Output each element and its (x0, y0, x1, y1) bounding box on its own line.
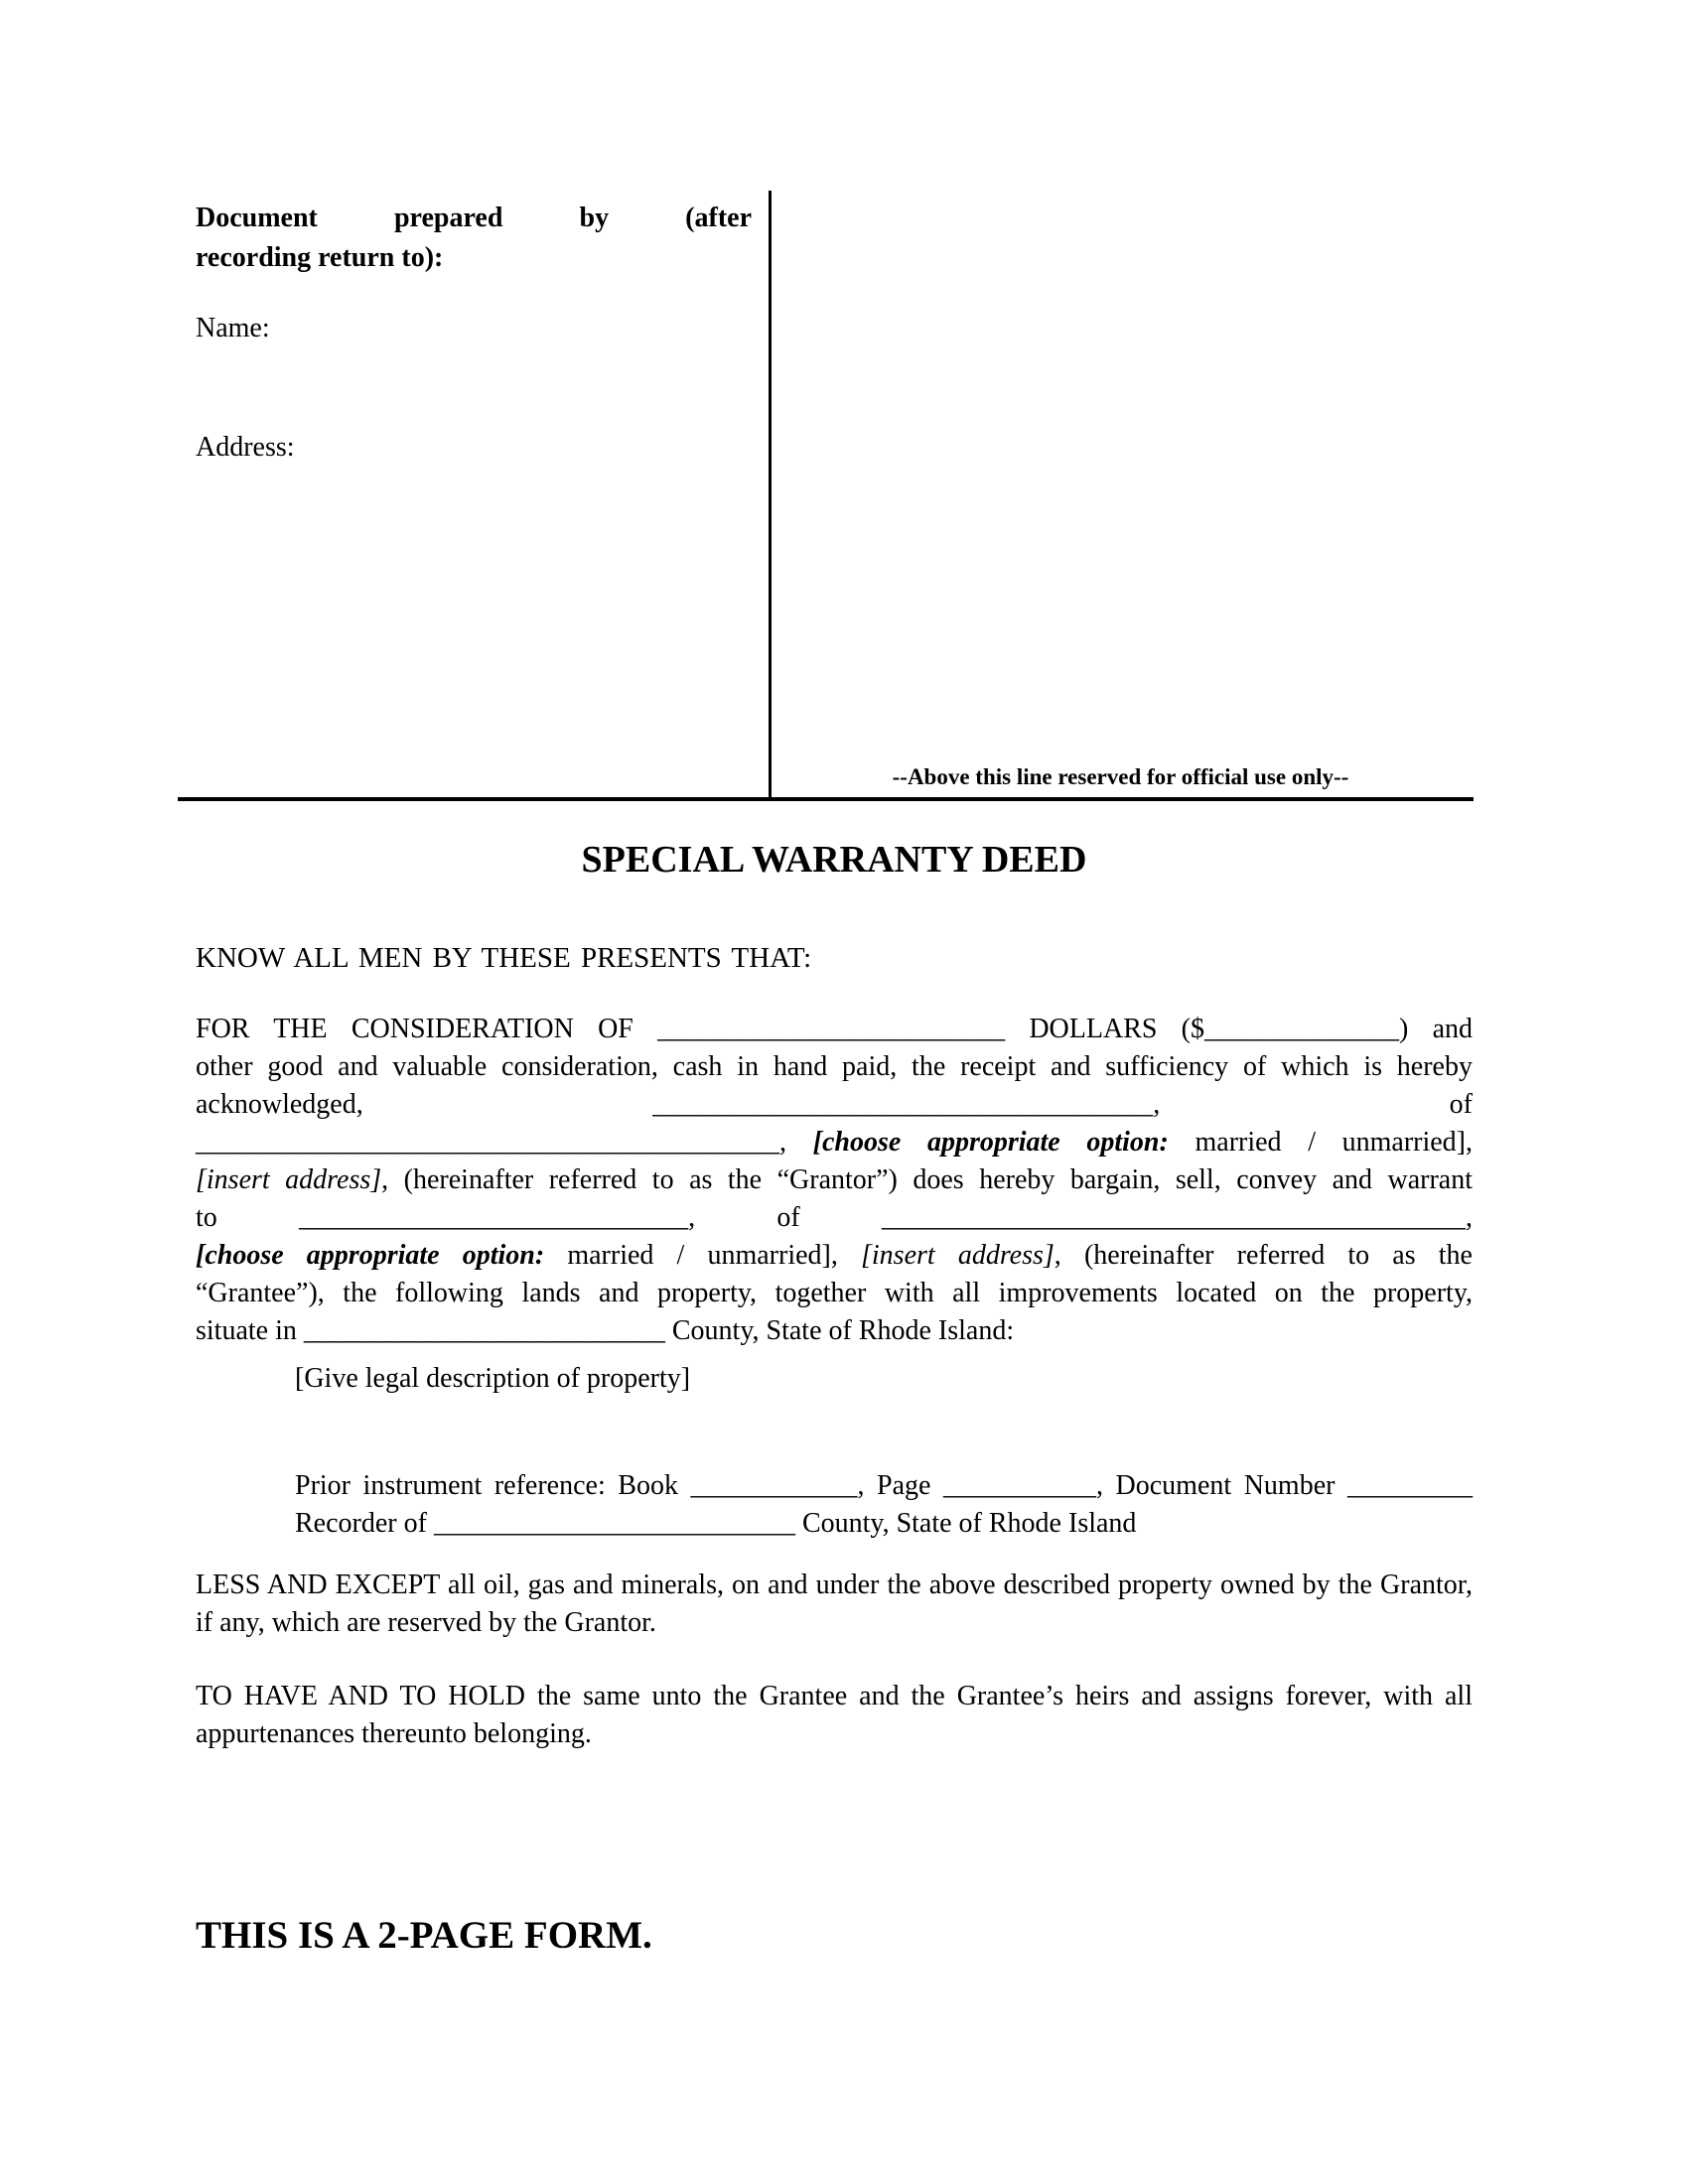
text-run: married / unmarried], (1168, 1127, 1474, 1158)
choose-option-note: [choose appropriate option: (196, 1240, 545, 1271)
text-run: , Document Number (1096, 1470, 1347, 1501)
text-run: situate in (196, 1315, 304, 1346)
insert-address-note: [insert address] (861, 1240, 1055, 1271)
fill-in-blank: __________________________________________ (196, 1127, 779, 1158)
paragraph-line (196, 1237, 1473, 1275)
text-run: DOLLARS ($ (1005, 1014, 1205, 1044)
text-run: , Page (857, 1470, 943, 1501)
text-run: Recorder of (295, 1508, 434, 1539)
text-run: County, State of Rhode Island (794, 1508, 1137, 1539)
insert-address-note: [insert address] (196, 1164, 382, 1195)
prior-instrument-reference (295, 1467, 1473, 1543)
less-and-except-clause: LESS AND EXCEPT all oil, gas and minerals, on and under the above described property owned by the Grantor, if any, which are reserved by the Grantor. (196, 1570, 1473, 1638)
consideration-paragraph (196, 1011, 1473, 1350)
fill-in-blank: _________ (1347, 1470, 1473, 1501)
fill-in-blank: _________________________ (657, 1014, 1006, 1044)
fill-in-blank: ___________ (943, 1470, 1096, 1501)
paragraph-line (196, 1124, 1473, 1161)
paragraph-line (196, 1275, 1473, 1312)
paragraph-line (295, 1467, 1473, 1505)
paragraph-line (196, 1312, 1473, 1350)
choose-option-note: [choose appropriate option: (812, 1127, 1169, 1158)
paragraph-line (196, 1048, 1473, 1086)
fill-in-blank: ____________ (690, 1470, 858, 1501)
paragraph-line (196, 1161, 1473, 1199)
text-run: “Grantee”), the following lands and property, together with all improvements located on the property, (196, 1278, 1473, 1308)
prepared-by-heading-line2: recording return to): (196, 242, 444, 273)
text-run: Prior instrument reference: Book (295, 1470, 691, 1501)
paragraph-line (196, 1086, 1473, 1124)
fill-in-blank: ____________________________________ (652, 1089, 1154, 1120)
text-run: ) and (1399, 1014, 1473, 1044)
name-label: Name: (196, 313, 270, 343)
text-run: , (1466, 1202, 1473, 1233)
page-count-note: THIS IS A 2-PAGE FORM. (196, 1914, 652, 1957)
paragraph-line (196, 1199, 1473, 1237)
fill-in-blank: ______________ (1204, 1014, 1400, 1044)
text-run: , of (1153, 1089, 1473, 1120)
text-run: , (hereinafter referred to as the (1054, 1240, 1473, 1271)
legal-description-placeholder: [Give legal description of property] (295, 1363, 691, 1394)
fill-in-blank: __________________________________________ (882, 1202, 1466, 1233)
text-run: other good and valuable consideration, cash in hand paid, the receipt and sufficiency of which is hereby (196, 1051, 1473, 1082)
paragraph-line (295, 1505, 1473, 1543)
page-title: SPECIAL WARRANTY DEED (581, 839, 1087, 881)
address-label: Address: (196, 432, 295, 463)
prepared-by-heading-line1: Document prepared by (after (196, 203, 752, 233)
document-body (196, 0, 1473, 2184)
habendum-clause: TO HAVE AND TO HOLD the same unto the Grantee and the Grantee’s heirs and assigns forever, with all appurtenances thereunto belonging. (196, 1681, 1473, 1749)
fill-in-blank: __________________________ (303, 1315, 665, 1346)
fill-in-blank: __________________________ (433, 1508, 795, 1539)
text-run: FOR THE CONSIDERATION OF (196, 1014, 658, 1044)
paragraph-line (196, 1011, 1473, 1048)
official-use-note: --Above this line reserved for official use only-- (892, 764, 1349, 789)
text-run: County, State of Rhode Island: (664, 1315, 1015, 1346)
presents-clause: KNOW ALL MEN BY THESE PRESENTS THAT: (196, 942, 812, 974)
text-run: , of (688, 1202, 882, 1233)
text-run: married / unmarried], (544, 1240, 861, 1271)
text-run: , (779, 1127, 813, 1158)
text-run: acknowledged, (196, 1089, 653, 1120)
fill-in-blank: ____________________________ (299, 1202, 689, 1233)
text-run: to (196, 1202, 300, 1233)
text-run: , (hereinafter referred to as the “Grantor”) does hereby bargain, sell, convey and warrant (381, 1164, 1473, 1195)
